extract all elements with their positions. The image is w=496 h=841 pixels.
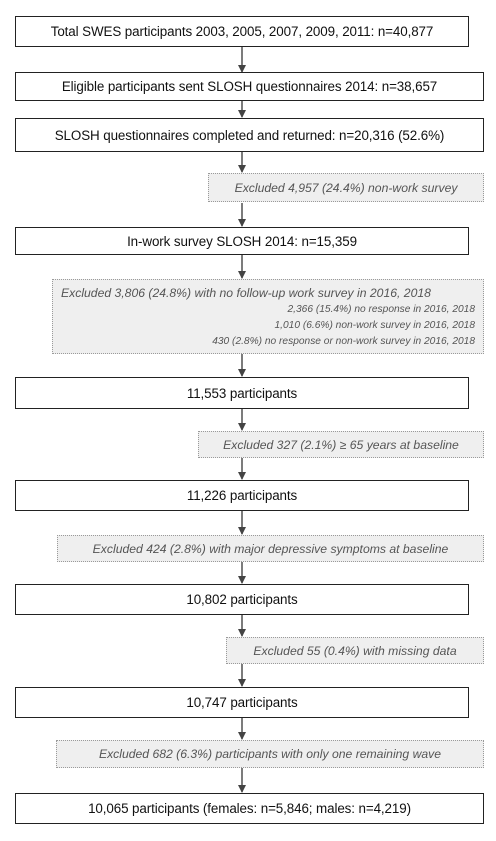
excluded-no-follow-up — [52, 279, 484, 354]
box-eligible: Eligible participants sent SLOSH questionnaires 2014: n=38,657 — [15, 72, 484, 101]
excluded-no-follow-up-line-3: 430 (2.8%) no response or non-work survey in 2016, 2018 — [212, 336, 475, 347]
excluded-one-wave: Excluded 682 (6.3%) participants with only one remaining wave — [56, 740, 484, 768]
excluded-missing-data: Excluded 55 (0.4%) with missing data — [226, 637, 484, 664]
excluded-depressive: Excluded 424 (2.8%) with major depressive symptoms at baseline — [57, 535, 484, 562]
box-final-participants: 10,065 participants (females: n=5,846; males: n=4,219) — [15, 793, 484, 824]
excluded-age: Excluded 327 (2.1%) ≥ 65 years at baseline — [198, 431, 484, 458]
box-total-swes: Total SWES participants 2003, 2005, 2007, 2009, 2011: n=40,877 — [15, 16, 469, 47]
box-11226-participants: 11,226 participants — [15, 480, 469, 511]
box-11553-participants: 11,553 participants — [15, 377, 469, 409]
excluded-no-follow-up-line-2: 1,010 (6.6%) non-work survey in 2016, 2018 — [274, 320, 475, 331]
box-completed: SLOSH questionnaires completed and returned: n=20,316 (52.6%) — [15, 118, 484, 152]
excluded-no-follow-up-head: Excluded 3,806 (24.8%) with no follow-up work survey in 2016, 2018 — [61, 286, 431, 300]
excluded-no-follow-up-line-1: 2,366 (15.4%) no response in 2016, 2018 — [287, 304, 475, 315]
box-10802-participants: 10,802 participants — [15, 584, 469, 615]
excluded-non-work: Excluded 4,957 (24.4%) non-work survey — [208, 173, 484, 202]
box-10747-participants: 10,747 participants — [15, 687, 469, 718]
box-in-work-survey: In-work survey SLOSH 2014: n=15,359 — [15, 227, 469, 255]
